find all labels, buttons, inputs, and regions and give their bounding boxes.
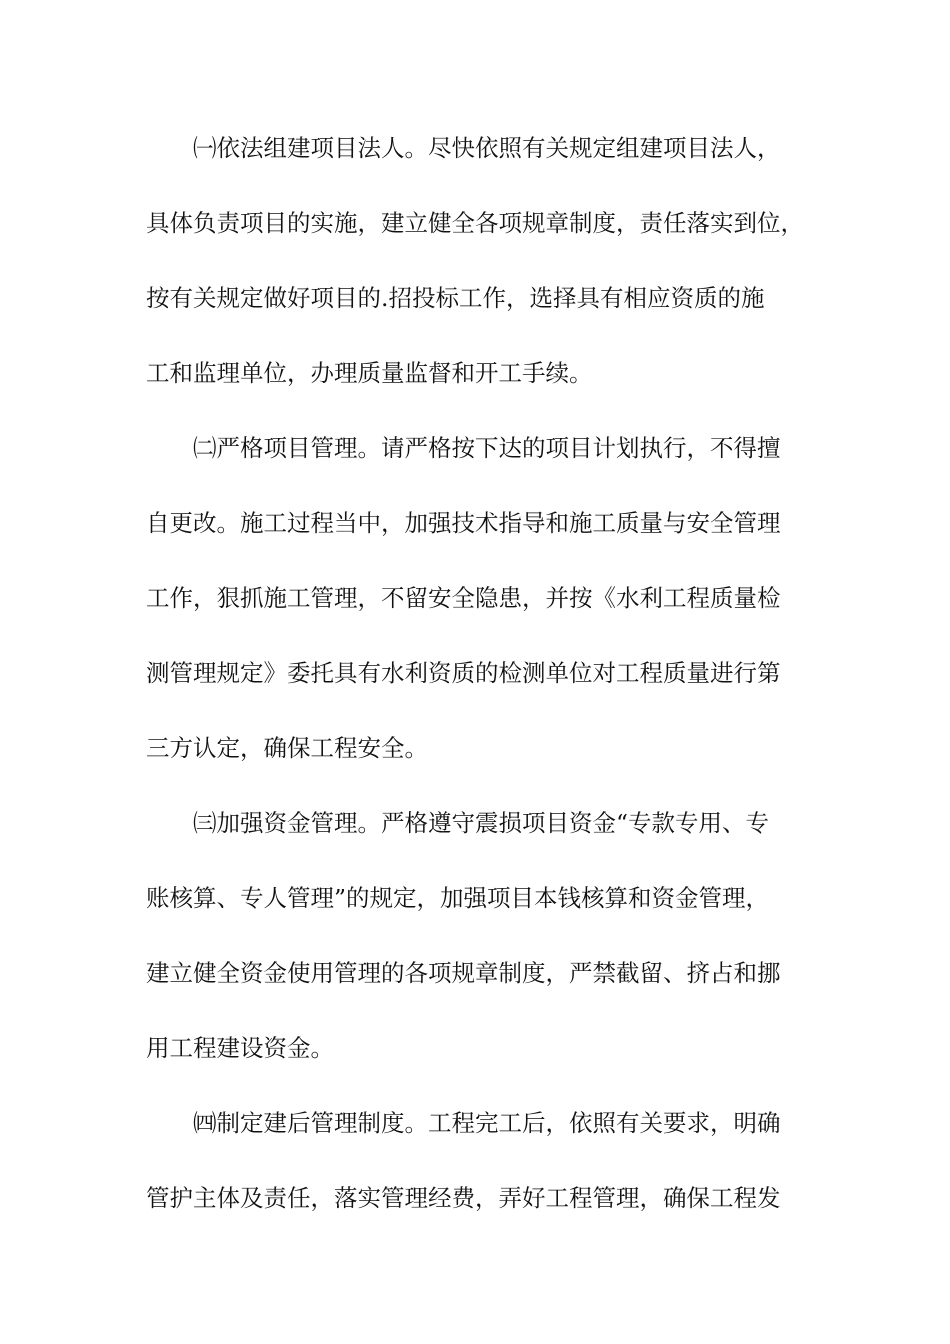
paragraph-1-line-1: ㈠依法组建项目法人。尽快依照有关规定组建项目法人， [146, 134, 781, 162]
paragraph-2-line-2: 自更改。施工过程当中，加强技术指导和施工质量与安全管理 [146, 509, 781, 537]
paragraph-3-line-1: ㈢加强资金管理。严格遵守震损项目资金“专款专用、专 [146, 809, 770, 837]
paragraph-3-line-2: 账核算、专人管理”的规定，加强项目本钱核算和资金管理， [146, 884, 770, 912]
paragraph-3-line-4: 用工程建设资金。 [146, 1034, 334, 1062]
paragraph-2-line-3: 工作，狠抓施工管理，不留安全隐患，并按《水利工程质量检 [146, 584, 781, 612]
paragraph-2-line-1: ㈡严格项目管理。请严格按下达的项目计划执行，不得擅 [146, 434, 781, 462]
paragraph-1-line-2: 具体负责项目的实施，建立健全各项规章制度，责任落实到位， [146, 209, 804, 237]
paragraph-4-line-1: ㈣制定建后管理制度。工程完工后，依照有关要求，明确 [146, 1109, 781, 1137]
paragraph-1-line-3: 按有关规定做好项目的.招投标工作，选择具有相应资质的施 [146, 284, 765, 312]
paragraph-1-line-4: 工和监理单位，办理质量监督和开工手续。 [146, 359, 593, 387]
paragraph-2-line-5: 三方认定，确保工程安全。 [146, 734, 428, 762]
paragraph-4-line-2: 管护主体及责任，落实管理经费，弄好工程管理，确保工程发 [146, 1184, 781, 1212]
paragraph-3-line-3: 建立健全资金使用管理的各项规章制度，严禁截留、挤占和挪 [146, 959, 781, 987]
paragraph-2-line-4: 测管理规定》委托具有水利资质的检测单位对工程质量进行第 [146, 659, 781, 687]
